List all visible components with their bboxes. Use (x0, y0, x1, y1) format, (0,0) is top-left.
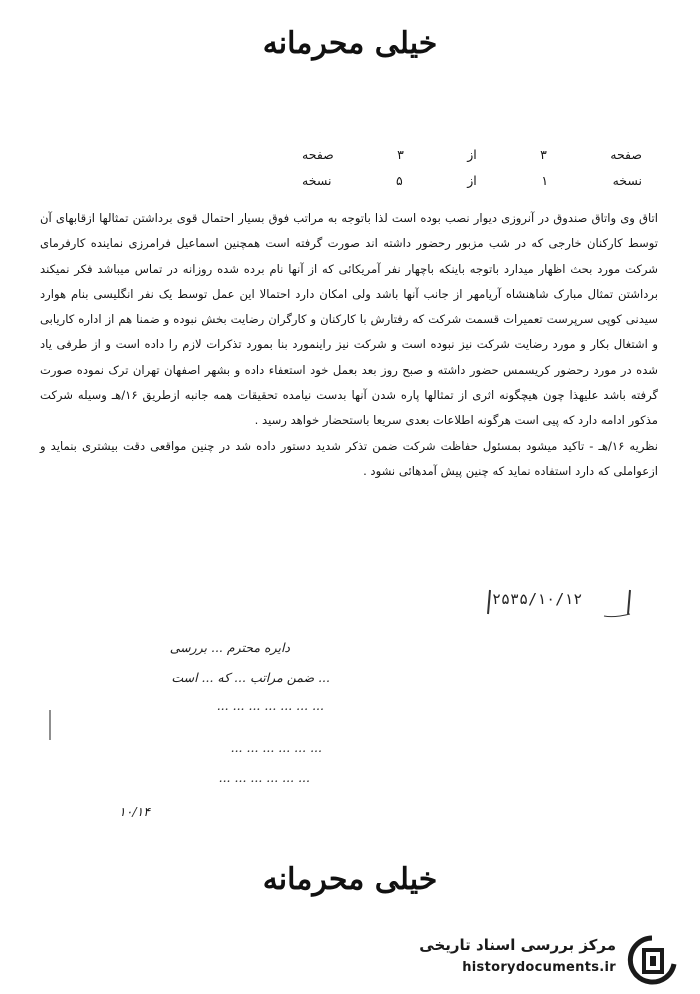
page-count-line (302, 144, 642, 166)
page-number: ۳ (540, 147, 547, 162)
page-total: ۳ (397, 147, 404, 162)
classification-header: خیلی محرمانه (262, 26, 438, 61)
stamp-date: ۲۵۳۵/۱۰/۱۲ (492, 590, 583, 608)
page-label: صفحه (610, 147, 642, 162)
margin-bracket-icon (30, 710, 90, 740)
copy-count-line (302, 170, 642, 192)
copy-of: از (467, 173, 477, 188)
handwritten-note (30, 640, 330, 830)
handwritten-line: ... ضمن مراتب ... که ... است (171, 670, 330, 685)
page-word: صفحه (302, 147, 334, 162)
handwritten-date: ۱۰/۱۴ (118, 804, 150, 819)
archive-emblem-icon (624, 934, 680, 986)
handwritten-line: دایره محترم ... بررسی (169, 640, 290, 655)
copy-total: ۵ (396, 173, 403, 188)
handwritten-line: ... ... ... ... ... ... ... (216, 698, 324, 713)
handwritten-line: ... ... ... ... ... ... (218, 770, 310, 785)
opinion-paragraph: نظریه ۱۶/هـ - تاکید میشود بمسئول حفاظت شرکت ضمن تذکر شدید دستور داده شد در چنین مواقعی دقت بیشتری بنماید و ازعواملی که دارد استفاده نماید که چنین پیش آمدهائی نشود . (40, 438, 658, 478)
archive-center-name: مرکز بررسی اسناد تاریخی (419, 936, 616, 954)
date-stamp (484, 584, 634, 620)
page-of: از (467, 147, 477, 162)
report-paragraph: اتاق وی واتاق صندوق در آنروزی دیوار نصب بوده است لذا باتوجه به مراتب فوق بسیار احتمال قوی برداشتن تمثالها ازقابهای آن توسط کارکنان خارجی که در شب مزبور رحضور داشته اند صورت گرفته است همچنین اسماعیل فرامرزی نماینده کارفرمای شرکت مورد بحث اظهار میدارد باتوجه باینکه باچهار نفر آمریکائی که از آنها نام برده شده روزانه در تماس میباشد فکر نمیکند برداشتن تمثال مبارک شاهنشاه آریامهر از جانب آنها باشد ولی امکان دارد احتمالا این عمل توسط یک نفر انگلیسی بنام هوارد سیدنی کوپی سرپرست تعمیرات قسمت شرکت که رفتارش با کارکنان و کارگران رضایت بخش نبوده و ضمنا هم از اداره کاریابی و اشتغال بکار و مورد رضایت شرکت نیز نبوده است و شرکت نیز راینمورد بنا بمورد تذکرات لازم را داده است و از طرفی یاد شده در مورد رحضور کریسمس حضور داشته و صبح روز بعد بعمل خود استعفاء داده و بشهر اصفهان تهران ترک نموده صورت گرفته باشد علیهذا چون هیچگونه اثری از تمثالها پاره شدن آنها بدست نیامده تحقیقات همه جانبه ازطریق ۱۶/هـ وسیله شرکت مذکور ادامه دارد که پیی است هرگونه اطلاعات بعدی سریعا باستحضار خواهد رسید . (40, 211, 659, 428)
copy-label: نسخه (612, 173, 642, 188)
archive-logo (416, 930, 686, 986)
archive-website-link[interactable]: historydocuments.ir (462, 960, 616, 975)
copy-word: نسخه (302, 173, 332, 188)
handwritten-line: ... ... ... ... ... ... (230, 740, 322, 755)
report-body (40, 206, 658, 484)
classification-footer: خیلی محرمانه (262, 862, 438, 897)
copy-number: ۱ (541, 173, 549, 188)
